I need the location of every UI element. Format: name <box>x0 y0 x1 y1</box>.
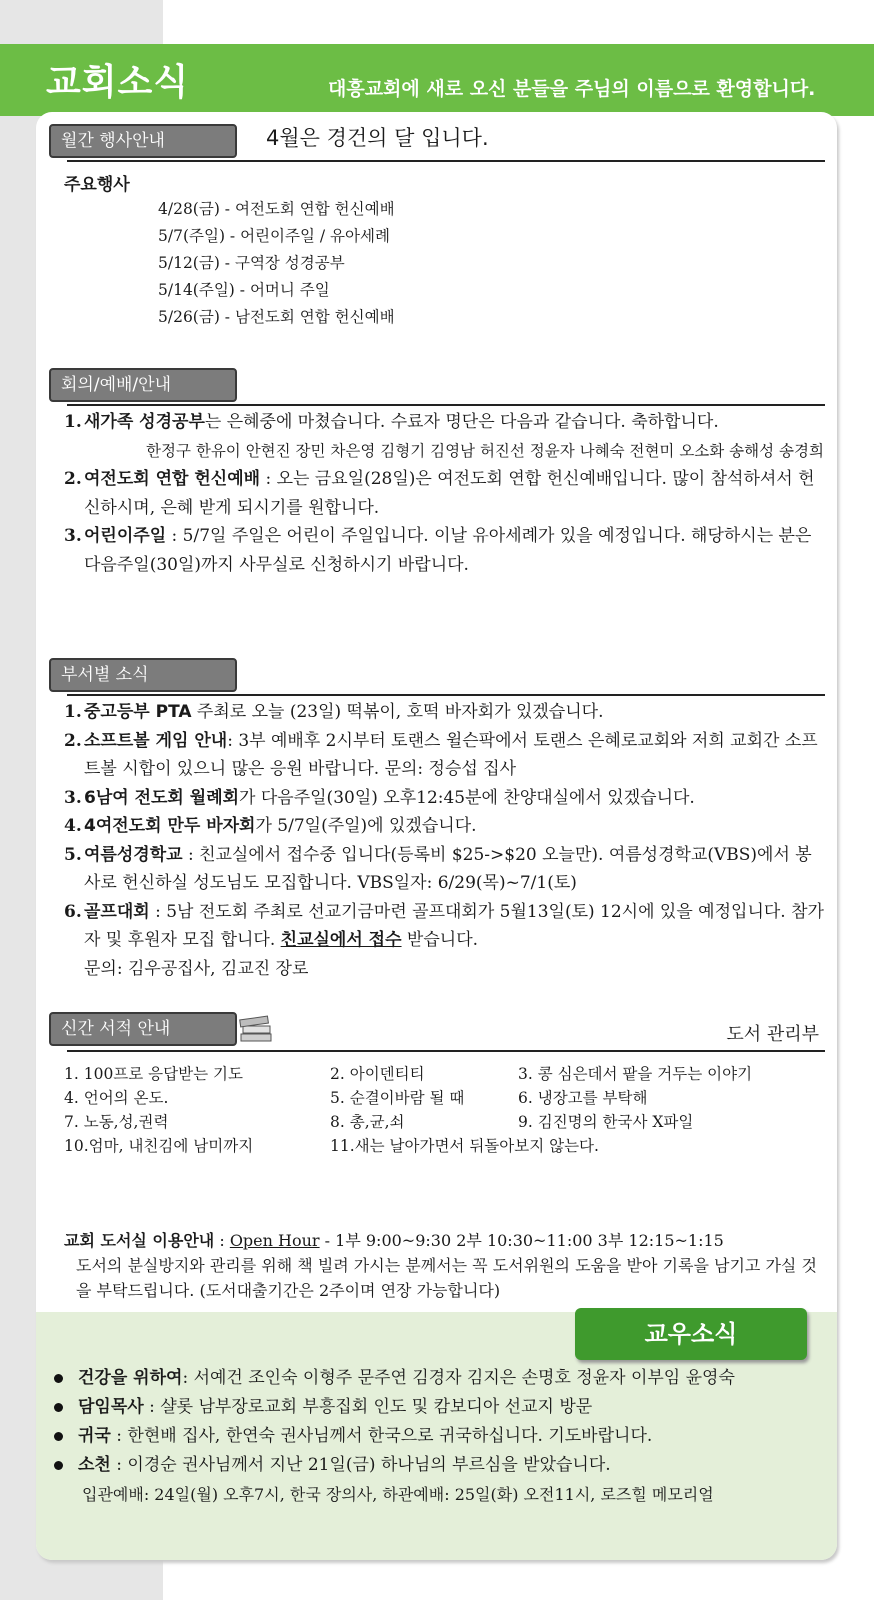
item-number: 2. <box>64 730 82 751</box>
section-label-monthly: 월간 행사안내 <box>49 124 237 158</box>
book-row <box>64 1086 752 1110</box>
divider <box>67 1050 825 1052</box>
book-item: 10.엄마, 내친김에 남미까지 <box>64 1137 254 1155</box>
item-text: : 친교실에서 접수중 입니다(등록비 $25->$20 오늘만). 여름성경학교(VBS)에서 봉사로 헌신하실 성도님도 모집합니다. VBS일자: 6/29(목)~7/1(토) <box>84 844 812 893</box>
book-item: 7. 노동,성,권력 <box>64 1113 169 1131</box>
welcome-subtitle: 대흥교회에 새로 오신 분들을 주님의 이름으로 환영합니다. <box>328 78 816 100</box>
item-title: 4여전도회 만두 바자회 <box>84 816 256 836</box>
library-note: 도서의 분실방지와 관리를 위해 책 빌려 가시는 분께서는 꼭 도서위원의 도움을 받아 기록을 남기고 가실 것을 부탁드립니다. (도서대출기간은 2주이며 연장 가능합니다) <box>76 1256 817 1300</box>
bullet-icon <box>54 1461 63 1470</box>
event-item: 5/7(주일) - 어린이주일 / 유아세례 <box>158 227 390 245</box>
book-row <box>64 1134 752 1158</box>
item-number: 4. <box>64 816 82 836</box>
item-text: : 샬롯 남부장로교회 부흥집회 인도 및 캄보디아 선교지 방문 <box>143 1397 593 1417</box>
member-news-list <box>52 1364 822 1509</box>
section-label-books: 신간 서적 안내 <box>49 1012 237 1046</box>
divider <box>67 404 825 406</box>
section-label-member-news: 교우소식 <box>575 1308 807 1360</box>
event-item: 5/14(주일) - 어머니 주일 <box>158 281 330 299</box>
separator: : <box>214 1231 230 1250</box>
departments-list <box>64 698 828 983</box>
page-title: 교회소식 <box>46 62 190 103</box>
item-number: 6. <box>64 901 82 922</box>
book-item: 1. 100프로 응답받는 기도 <box>64 1065 243 1083</box>
bullet-icon <box>54 1374 63 1383</box>
item-number: 3. <box>64 787 82 808</box>
book-item: 2. 아이덴티티 <box>330 1065 425 1083</box>
item-title: 소천 <box>78 1455 111 1475</box>
book-item: 9. 김진명의 한국사 X파일 <box>518 1113 694 1131</box>
book-row <box>64 1062 752 1086</box>
list-item <box>52 1451 822 1509</box>
list-item <box>64 698 828 727</box>
item-title: 여름성경학교 <box>84 844 183 865</box>
section-label-departments: 부서별 소식 <box>49 658 237 692</box>
news-card <box>36 112 837 1560</box>
item-text: 가 다음주일(30일) 오후12:45분에 찬양대실에서 있겠습니다. <box>239 787 695 808</box>
item-title: 새가족 성경공부 <box>84 412 205 432</box>
main-events-heading: 주요행사 <box>64 175 130 195</box>
registration-emphasis: 친교실에서 접수 <box>280 930 402 950</box>
list-item <box>64 408 828 465</box>
list-item <box>52 1393 822 1422</box>
book-item: 3. 콩 심은데서 팥을 거두는 이야기 <box>518 1065 753 1083</box>
divider <box>67 694 825 696</box>
item-text: 주최로 오늘 (23일) 떡볶이, 호떡 바자회가 있겠습니다. <box>191 702 604 722</box>
item-text: : 5남 전도회 주최로 선교기금마련 골프대회가 5월13일(토) 12시에 있을 예정입니다. 참가자 및 후원자 모집 합니다. <box>84 901 824 950</box>
library-hours <box>64 1228 828 1253</box>
item-text: : 3부 예배후 2시부터 토랜스 윌슨팍에서 토랜스 은혜로교회와 저희 교회간 소프트볼 시합이 있으니 많은 응원 바랍니다. 문의: 정승섭 집사 <box>84 730 818 779</box>
item-text: : 서예건 조인숙 이형주 문주연 김경자 김지은 손명호 정윤자 이부임 윤영숙 <box>182 1368 735 1388</box>
monthly-headline: 4월은 경건의 달 입니다. <box>266 126 489 150</box>
item-text: : 5/7일 주일은 어린이 주일입니다. 이날 유아세례가 있을 예정입니다. 해당하시는 분은 다음주일(30일)까지 사무실로 신청하시기 바랍니다. <box>84 526 812 575</box>
book-item: 4. 언어의 온도. <box>64 1089 169 1107</box>
event-item: 4/28(금) - 여전도회 연합 헌신예배 <box>158 200 395 218</box>
book-item: 6. 냉장고를 부탁해 <box>518 1089 648 1107</box>
divider <box>67 160 825 162</box>
item-title: 귀국 <box>78 1426 111 1446</box>
library-department: 도서 관리부 <box>726 1024 819 1045</box>
meetings-list <box>64 408 828 579</box>
list-item <box>52 1364 822 1393</box>
item-text: : 이경순 권사님께서 지난 21일(금) 하나님의 부르심을 받았습니다. <box>110 1455 611 1475</box>
event-list <box>158 196 395 331</box>
item-number: 5. <box>64 844 82 865</box>
item-number: 3. <box>64 526 82 546</box>
books-icon <box>238 1012 274 1046</box>
event-item: 5/12(금) - 구역장 성경공부 <box>158 254 345 272</box>
list-item <box>64 522 828 579</box>
item-title: 담임목사 <box>78 1397 144 1417</box>
item-title: 중고등부 PTA <box>84 702 192 722</box>
item-number: 2. <box>64 469 82 489</box>
library-info <box>64 1228 828 1303</box>
list-item <box>52 1422 822 1451</box>
item-text: : 한현배 집사, 한연숙 권사님께서 한국으로 귀국하십니다. 기도바랍니다. <box>110 1426 653 1446</box>
graduate-names: 한정구 한유이 안현진 장민 차은영 김형기 김영남 허진선 정윤자 나혜숙 전현미 오소화 송해성 송경희 <box>146 441 824 460</box>
member-news-section <box>36 1312 837 1560</box>
new-books-list <box>64 1062 752 1158</box>
item-text: 가 5/7일(주일)에 있겠습니다. <box>255 816 477 836</box>
book-item: 8. 총,균,쇠 <box>330 1113 405 1131</box>
event-item: 5/26(금) - 남전도회 연합 헌신예배 <box>158 308 395 326</box>
list-item <box>64 465 828 522</box>
list-item <box>64 841 828 898</box>
list-item <box>64 727 828 784</box>
item-number: 1. <box>64 412 82 432</box>
item-title: 소프트볼 게임 안내 <box>84 730 228 751</box>
list-item <box>64 898 828 984</box>
item-text: 받습니다. <box>401 930 479 950</box>
book-item: 11.새는 날아가면서 뒤돌아보지 않는다. <box>330 1137 599 1155</box>
item-title: 건강을 위하여 <box>78 1368 183 1388</box>
section-label-meetings: 회의/예배/안내 <box>49 368 237 402</box>
funeral-details: 입관예배: 24일(월) 오후7시, 한국 장의사, 하관예배: 25일(화) 오전11시, 로즈힐 메모리얼 <box>82 1485 714 1504</box>
bullet-icon <box>54 1403 63 1412</box>
book-row <box>64 1110 752 1134</box>
item-title: 6남여 전도회 월례회 <box>84 787 240 808</box>
item-number: 1. <box>64 702 82 722</box>
library-title: 교회 도서실 이용안내 <box>64 1231 215 1250</box>
item-text: 는 은혜중에 마쳤습니다. 수료자 명단은 다음과 같습니다. 축하합니다. <box>204 412 719 432</box>
open-hour-label: Open Hour <box>229 1231 320 1250</box>
bullet-icon <box>54 1432 63 1441</box>
item-title: 여전도회 연합 헌신예배 <box>84 469 261 489</box>
list-item <box>64 812 828 841</box>
item-title: 어린이주일 <box>84 526 167 546</box>
item-title: 골프대회 <box>84 901 150 922</box>
header-banner <box>0 44 874 116</box>
item-text: : 오는 금요일(28일)은 여전도회 연합 헌신예배입니다. 많이 참석하셔서 헌신하시며, 은혜 받게 되시기를 원합니다. <box>84 469 815 518</box>
list-item <box>64 784 828 813</box>
open-hour-times: - 1부 9:00~9:30 2부 10:30~11:00 3부 12:15~1:15 <box>319 1231 724 1250</box>
book-item: 5. 순결이바람 될 때 <box>330 1089 465 1107</box>
contact-info: 문의: 김우공집사, 김교진 장로 <box>84 958 309 979</box>
